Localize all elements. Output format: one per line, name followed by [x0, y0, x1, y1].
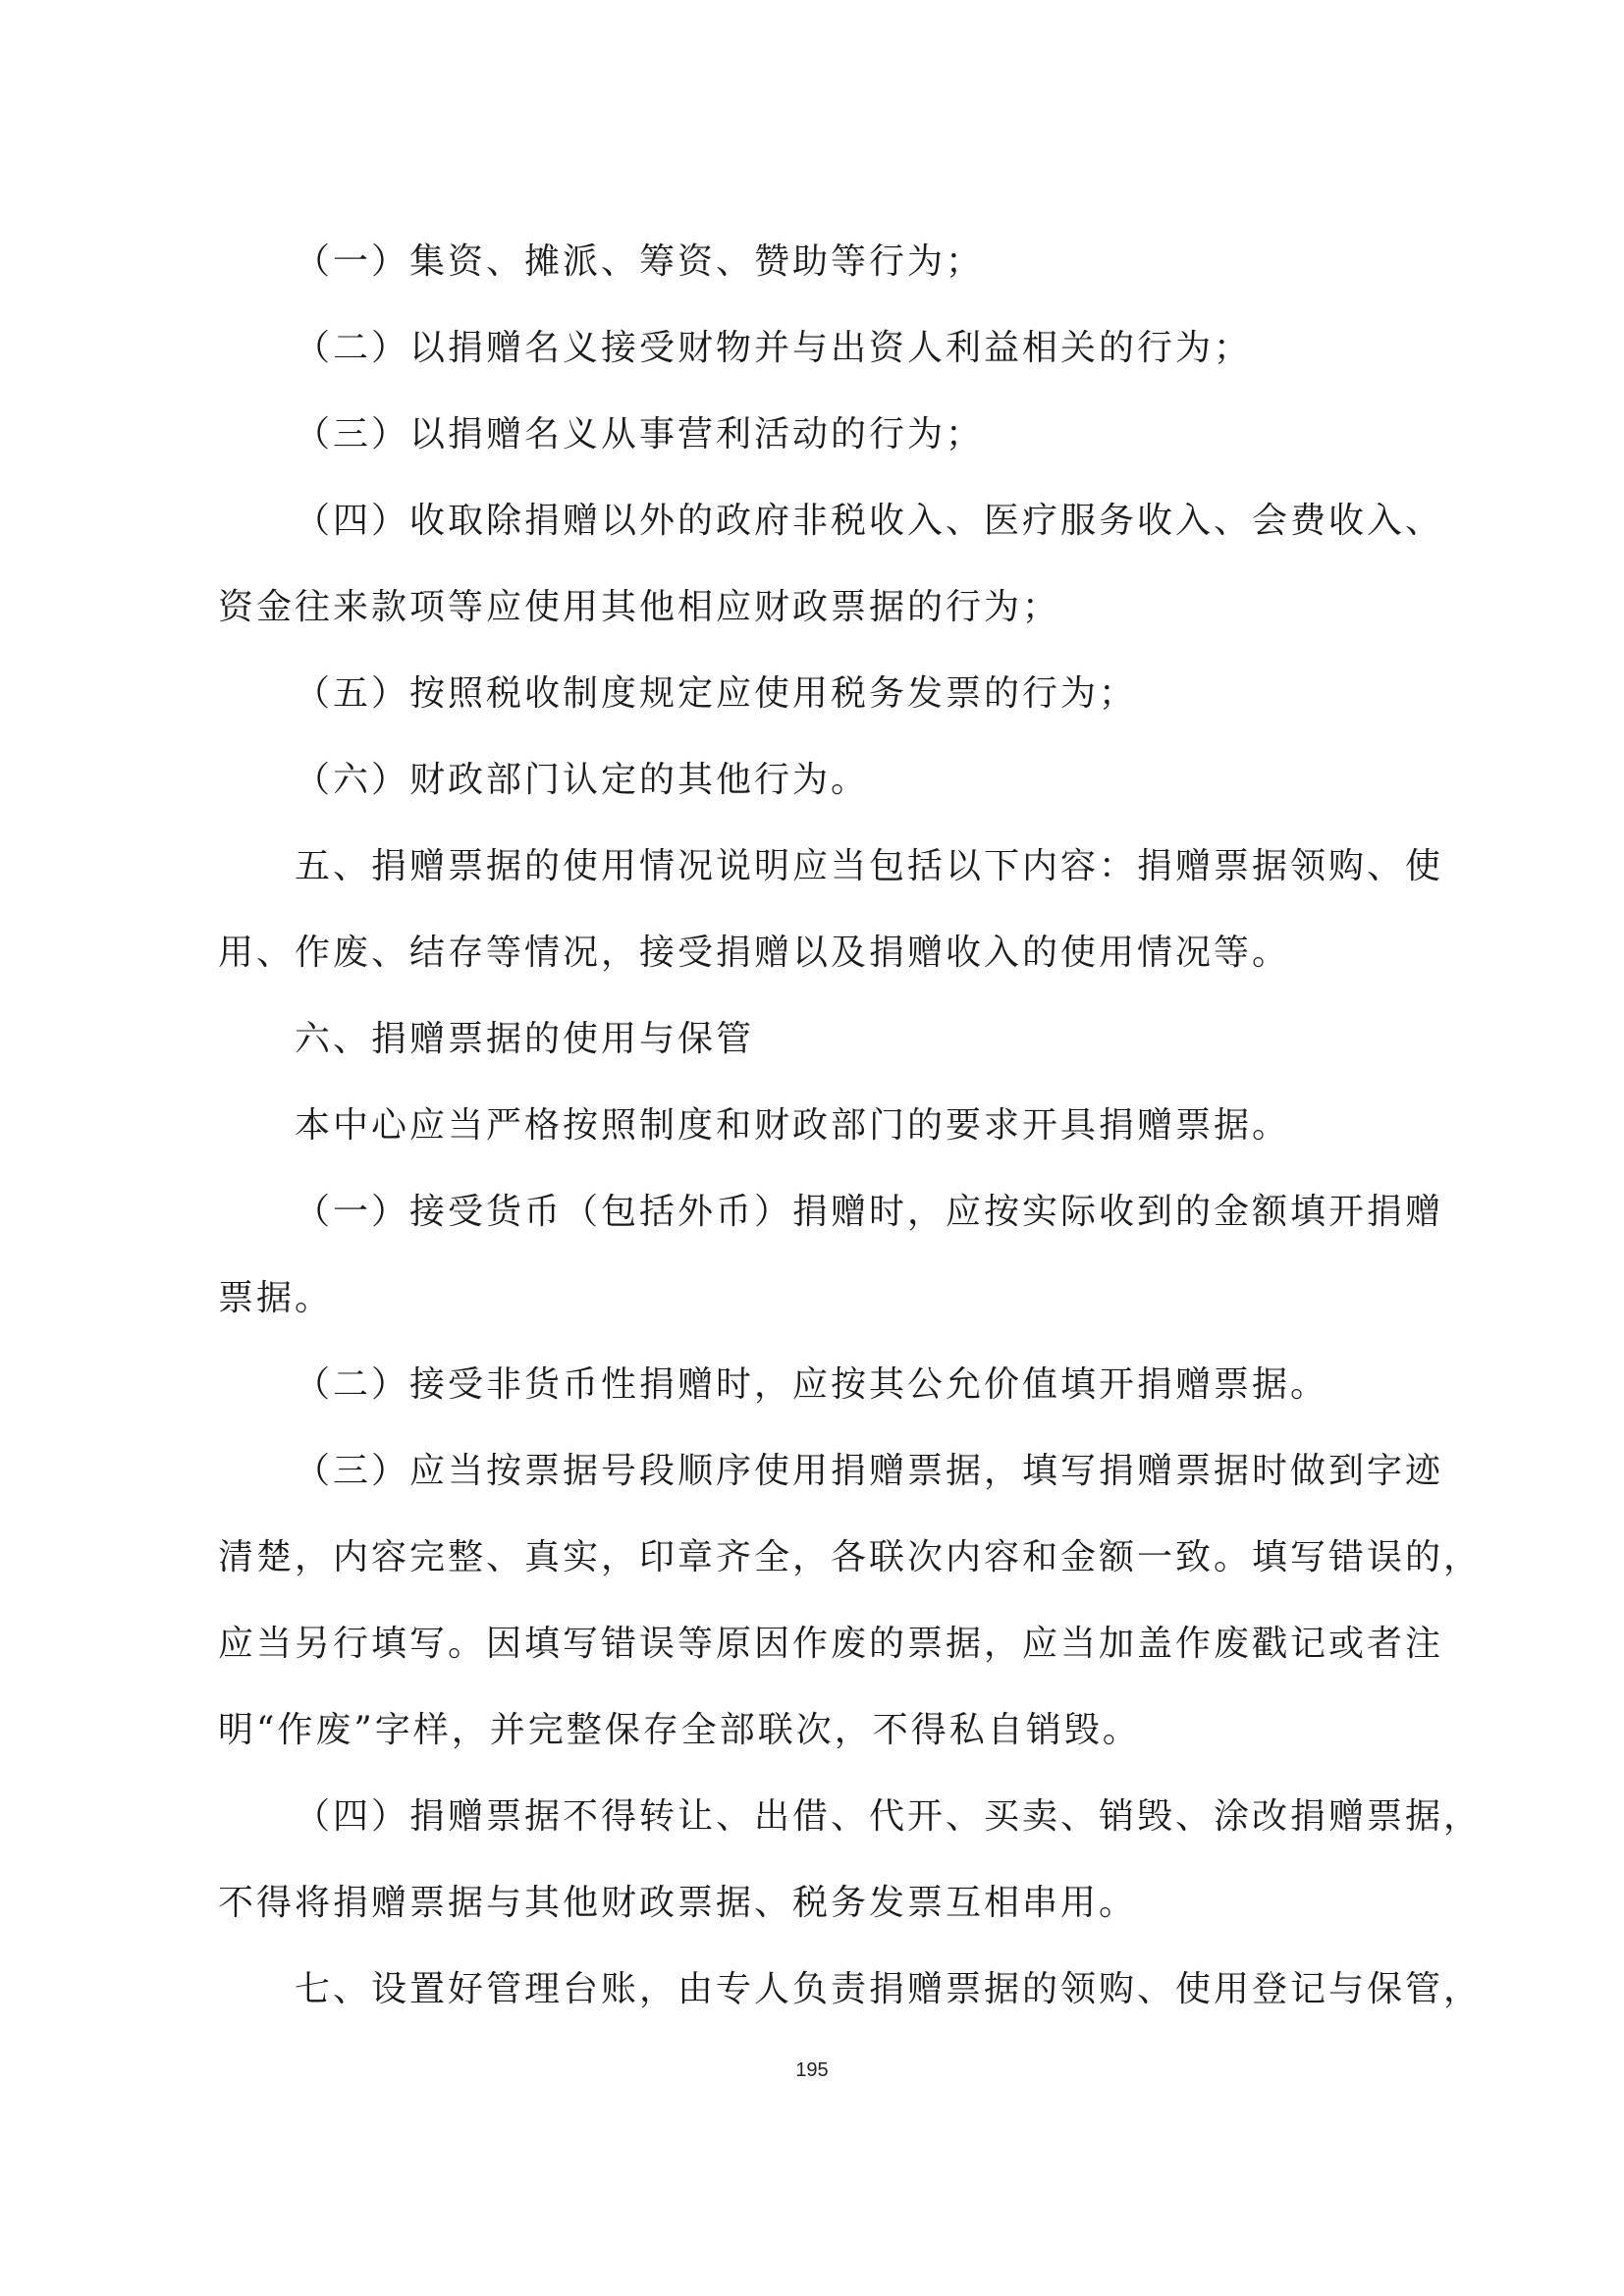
- page-number: 195: [795, 2059, 829, 2081]
- paragraph-line-17: 应当另行填写。因填写错误等原因作废的票据，应当加盖作废戳记或者注: [218, 1624, 1444, 1664]
- paragraph-line-6: （五）按照税收制度规定应使用税务发票的行为；: [295, 673, 1138, 714]
- paragraph-line-1: （一）集资、摊派、筹资、赞助等行为；: [295, 241, 985, 282]
- paragraph-line-12: （一）接受货币（包括外币）捐赠时，应按实际收到的金额填开捐赠: [295, 1192, 1444, 1232]
- paragraph-line-9: 用、作废、结存等情况，接受捐赠以及捐赠收入的使用情况等。: [218, 933, 1291, 973]
- paragraph-line-2: （二）以捐赠名义接受财物并与出资人利益相关的行为；: [295, 328, 1253, 368]
- paragraph-line-8: 五、捐赠票据的使用情况说明应当包括以下内容：捐赠票据领购、使: [295, 846, 1444, 886]
- paragraph-line-3: （三）以捐赠名义从事营利活动的行为；: [295, 414, 985, 454]
- paragraph-line-20: 不得将捐赠票据与其他财政票据、税务发票互相串用。: [218, 1883, 1138, 1923]
- paragraph-line-7: （六）财政部门认定的其他行为。: [295, 760, 870, 800]
- paragraph-line-15: （三）应当按票据号段顺序使用捐赠票据，填写捐赠票据时做到字迹: [295, 1451, 1444, 1491]
- paragraph-line-16: 清楚，内容完整、真实，印章齐全，各联次内容和金额一致。填写错误的，: [218, 1537, 1483, 1577]
- paragraph-line-5: 资金往来款项等应使用其他相应财政票据的行为；: [218, 587, 1061, 627]
- paragraph-line-21: 七、设置好管理台账，由专人负责捐赠票据的领购、使用登记与保管，: [295, 1969, 1483, 2009]
- paragraph-line-11: 本中心应当严格按照制度和财政部门的要求开具捐赠票据。: [295, 1105, 1291, 1146]
- paragraph-line-4: （四）收取除捐赠以外的政府非税收入、医疗服务收入、会费收入、: [295, 501, 1444, 541]
- paragraph-line-14: （二）接受非货币性捐赠时，应按其公允价值填开捐赠票据。: [295, 1364, 1329, 1405]
- section-heading: 六、捐赠票据的使用与保管: [295, 1019, 755, 1059]
- paragraph-line-18: 明“作废”字样，并完整保存全部联次，不得私自销毁。: [218, 1710, 1141, 1750]
- paragraph-line-19: （四）捐赠票据不得转让、出借、代开、买卖、销毁、涂改捐赠票据，: [295, 1796, 1483, 1837]
- paragraph-line-13: 票据。: [218, 1278, 334, 1318]
